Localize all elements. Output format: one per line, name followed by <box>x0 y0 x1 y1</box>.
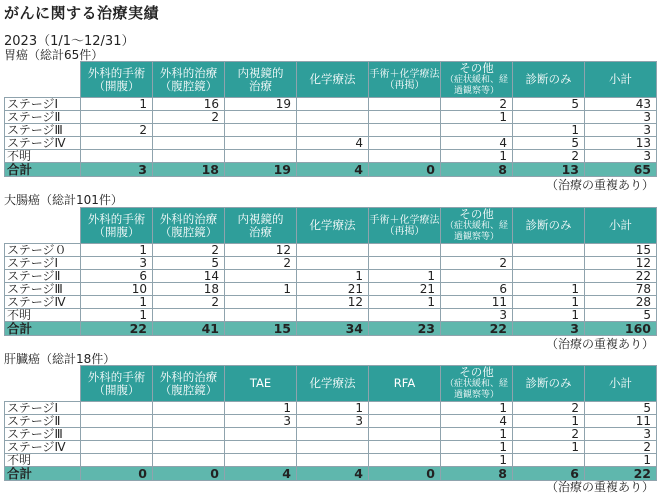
table-row <box>5 150 657 163</box>
table-cell: 1 <box>441 454 513 467</box>
table-cell: 2 <box>441 257 513 270</box>
table-cell <box>441 244 513 257</box>
total-label: 合計 <box>5 163 81 177</box>
table-cell: 1 <box>225 402 297 415</box>
table-cell <box>81 137 153 150</box>
total-cell: 8 <box>441 467 513 481</box>
table-cell <box>369 98 441 111</box>
table-cell: 2 <box>153 111 225 124</box>
total-cell: 6 <box>513 467 585 481</box>
total-cell: 0 <box>369 467 441 481</box>
table-cell: 3 <box>225 415 297 428</box>
col-other: その他 （症状緩和、経過観察等） <box>441 366 513 402</box>
liver-table <box>4 365 657 481</box>
row-label: ステージⅠ <box>5 98 81 111</box>
table-cell <box>81 454 153 467</box>
stomach-note: （治療の重複あり） <box>545 178 654 192</box>
table-cell: 2 <box>513 150 585 163</box>
row-label: ステージⅡ <box>5 111 81 124</box>
total-cell: 18 <box>153 163 225 177</box>
table-cell <box>441 124 513 137</box>
table-cell: 4 <box>441 137 513 150</box>
total-cell: 19 <box>225 163 297 177</box>
header-corner <box>5 208 81 244</box>
col-other: その他 （症状緩和、経過観察等） <box>441 208 513 244</box>
page-title: がんに関する治療実績 <box>4 4 160 22</box>
table-cell: 1 <box>441 111 513 124</box>
table-cell: 4 <box>441 415 513 428</box>
total-cell: 160 <box>585 322 657 336</box>
table-cell <box>369 111 441 124</box>
table-cell: 1 <box>513 309 585 322</box>
table-cell <box>153 150 225 163</box>
table-cell: 1 <box>297 270 369 283</box>
table-cell: 6 <box>81 270 153 283</box>
table-cell <box>297 244 369 257</box>
header-corner <box>5 366 81 402</box>
col-chemo: 化学療法 <box>297 208 369 244</box>
header-row <box>5 366 657 402</box>
table-cell: 1 <box>441 150 513 163</box>
col-endoscopic: 内視鏡的 治療 <box>225 208 297 244</box>
liver-note: （治療の重複あり） <box>545 480 654 494</box>
total-cell: 0 <box>81 467 153 481</box>
col-subtotal: 小計 <box>585 208 657 244</box>
table-cell <box>81 150 153 163</box>
table-cell: 3 <box>297 415 369 428</box>
table-row <box>5 283 657 296</box>
row-label: ステージⅢ <box>5 283 81 296</box>
table-cell <box>297 98 369 111</box>
col-open-surgery: 外科的手術 （開腹） <box>81 208 153 244</box>
total-cell: 4 <box>297 467 369 481</box>
table-cell: 12 <box>585 257 657 270</box>
table-cell: 5 <box>153 257 225 270</box>
col-surgery-chemo: 手術＋化学療法 （再掲） <box>369 208 441 244</box>
stomach-table <box>4 61 657 177</box>
table-cell: 3 <box>585 428 657 441</box>
total-cell: 4 <box>225 467 297 481</box>
table-cell: 1 <box>441 428 513 441</box>
table-row <box>5 98 657 111</box>
table-row <box>5 270 657 283</box>
total-row <box>5 163 657 177</box>
table-cell: 2 <box>81 124 153 137</box>
table-row <box>5 402 657 415</box>
table-cell: 18 <box>153 283 225 296</box>
col-diagnosis-only: 診断のみ <box>513 366 585 402</box>
table-cell <box>297 441 369 454</box>
table-row <box>5 137 657 150</box>
col-other: その他 （症状緩和、経過観察等） <box>441 62 513 98</box>
table-cell: 5 <box>513 137 585 150</box>
table-cell <box>369 257 441 270</box>
total-cell: 3 <box>513 322 585 336</box>
table-cell <box>225 309 297 322</box>
table-cell: 1 <box>369 296 441 309</box>
table-cell: 1 <box>369 270 441 283</box>
col-subtotal: 小計 <box>585 62 657 98</box>
table-cell <box>369 150 441 163</box>
colon-table <box>4 207 657 336</box>
table-cell <box>369 309 441 322</box>
table-cell: 1 <box>81 244 153 257</box>
table-cell: 3 <box>585 111 657 124</box>
table-cell: 16 <box>153 98 225 111</box>
table-cell <box>297 111 369 124</box>
total-cell: 0 <box>369 163 441 177</box>
table-cell: 12 <box>297 296 369 309</box>
row-label: 不明 <box>5 454 81 467</box>
table-cell: 1 <box>81 309 153 322</box>
header-row <box>5 62 657 98</box>
table-cell <box>513 270 585 283</box>
table-cell: 11 <box>441 296 513 309</box>
table-cell: 21 <box>369 283 441 296</box>
col-open-surgery: 外科的手術 （開腹） <box>81 366 153 402</box>
table-cell: 1 <box>513 441 585 454</box>
total-cell: 23 <box>369 322 441 336</box>
table-row <box>5 244 657 257</box>
table-cell: 2 <box>585 441 657 454</box>
table-cell: 28 <box>585 296 657 309</box>
table-cell: 3 <box>585 124 657 137</box>
table-row <box>5 124 657 137</box>
table-cell: 19 <box>225 98 297 111</box>
total-cell: 65 <box>585 163 657 177</box>
total-cell: 4 <box>297 163 369 177</box>
table-cell <box>297 124 369 137</box>
table-cell: 12 <box>225 244 297 257</box>
table-cell <box>369 402 441 415</box>
table-cell: 1 <box>513 283 585 296</box>
col-chemo: 化学療法 <box>297 366 369 402</box>
table-cell: 1 <box>585 454 657 467</box>
table-cell <box>297 428 369 441</box>
table-cell <box>369 441 441 454</box>
liver-section-title: 肝臓癌（総計18件） <box>4 352 116 366</box>
table-cell: 2 <box>153 296 225 309</box>
table-cell: 22 <box>585 270 657 283</box>
table-cell: 3 <box>81 257 153 270</box>
table-cell <box>297 257 369 270</box>
table-row <box>5 296 657 309</box>
total-cell: 8 <box>441 163 513 177</box>
table-cell: 5 <box>585 309 657 322</box>
table-cell <box>513 257 585 270</box>
row-label: ステージⅣ <box>5 441 81 454</box>
table-cell <box>81 428 153 441</box>
table-cell: 2 <box>441 98 513 111</box>
table-cell <box>153 402 225 415</box>
year-range: 2023（1/1～12/31） <box>4 34 135 49</box>
col-chemo: 化学療法 <box>297 62 369 98</box>
table-cell <box>369 428 441 441</box>
table-cell <box>153 428 225 441</box>
header-corner <box>5 62 81 98</box>
stomach-section-title: 胃癌（総計65件） <box>4 48 104 62</box>
total-cell: 3 <box>81 163 153 177</box>
colon-section-title: 大腸癌（総計101件） <box>4 193 123 207</box>
table-cell <box>225 270 297 283</box>
total-label: 合計 <box>5 467 81 481</box>
table-cell: 15 <box>585 244 657 257</box>
col-tae: TAE <box>225 366 297 402</box>
table-cell: 1 <box>513 415 585 428</box>
table-row <box>5 454 657 467</box>
total-row <box>5 322 657 336</box>
table-cell <box>153 415 225 428</box>
row-label: ステージⅠ <box>5 257 81 270</box>
total-cell: 0 <box>153 467 225 481</box>
table-cell: 2 <box>513 402 585 415</box>
table-cell: 21 <box>297 283 369 296</box>
table-cell <box>153 454 225 467</box>
total-cell: 22 <box>81 322 153 336</box>
table-cell <box>513 111 585 124</box>
table-row <box>5 257 657 270</box>
total-cell: 22 <box>441 322 513 336</box>
col-surgery-chemo: 手術＋化学療法 （再掲） <box>369 62 441 98</box>
table-cell <box>225 150 297 163</box>
total-cell: 41 <box>153 322 225 336</box>
table-row <box>5 111 657 124</box>
table-cell: 14 <box>153 270 225 283</box>
table-cell: 78 <box>585 283 657 296</box>
table-cell <box>513 454 585 467</box>
table-cell: 43 <box>585 98 657 111</box>
total-cell: 15 <box>225 322 297 336</box>
col-lap-surgery: 外科的治療 （腹腔鏡） <box>153 366 225 402</box>
table-cell <box>153 441 225 454</box>
table-cell <box>81 441 153 454</box>
table-cell: 1 <box>81 98 153 111</box>
col-diagnosis-only: 診断のみ <box>513 208 585 244</box>
table-row <box>5 415 657 428</box>
table-cell <box>153 124 225 137</box>
table-cell: 5 <box>585 402 657 415</box>
table-cell: 4 <box>297 137 369 150</box>
table-cell: 1 <box>513 296 585 309</box>
row-label: 不明 <box>5 309 81 322</box>
table-cell <box>153 309 225 322</box>
table-row <box>5 428 657 441</box>
row-label: ステージⅡ <box>5 270 81 283</box>
row-label: ステージⅣ <box>5 137 81 150</box>
table-cell: 1 <box>225 283 297 296</box>
table-cell: 10 <box>81 283 153 296</box>
table-cell: 1 <box>513 124 585 137</box>
table-cell <box>369 244 441 257</box>
col-open-surgery: 外科的手術 （開腹） <box>81 62 153 98</box>
row-label: ステージⅢ <box>5 428 81 441</box>
row-label: ステージⅢ <box>5 124 81 137</box>
col-lap-surgery: 外科的治療 （腹腔鏡） <box>153 208 225 244</box>
table-cell <box>225 441 297 454</box>
total-cell: 34 <box>297 322 369 336</box>
table-cell <box>441 270 513 283</box>
table-row <box>5 441 657 454</box>
table-cell <box>81 402 153 415</box>
table-cell: 3 <box>585 150 657 163</box>
header-row <box>5 208 657 244</box>
table-cell: 2 <box>225 257 297 270</box>
col-endoscopic: 内視鏡的 治療 <box>225 62 297 98</box>
table-cell: 6 <box>441 283 513 296</box>
table-cell <box>225 124 297 137</box>
colon-note: （治療の重複あり） <box>545 337 654 351</box>
row-label: ステージⅡ <box>5 415 81 428</box>
table-cell: 1 <box>441 441 513 454</box>
table-row <box>5 309 657 322</box>
table-cell <box>81 415 153 428</box>
table-cell <box>369 415 441 428</box>
table-cell <box>81 111 153 124</box>
col-subtotal: 小計 <box>585 366 657 402</box>
col-rfa: RFA <box>369 366 441 402</box>
row-label: ステージ０ <box>5 244 81 257</box>
table-cell <box>153 137 225 150</box>
col-diagnosis-only: 診断のみ <box>513 62 585 98</box>
table-cell: 2 <box>513 428 585 441</box>
table-cell <box>225 111 297 124</box>
table-cell <box>297 150 369 163</box>
table-cell <box>225 296 297 309</box>
table-cell: 13 <box>585 137 657 150</box>
table-cell: 3 <box>441 309 513 322</box>
row-label: ステージⅣ <box>5 296 81 309</box>
table-cell: 11 <box>585 415 657 428</box>
table-cell <box>297 309 369 322</box>
row-label: ステージⅠ <box>5 402 81 415</box>
table-cell <box>297 454 369 467</box>
table-cell <box>513 244 585 257</box>
total-cell: 22 <box>585 467 657 481</box>
table-cell <box>369 124 441 137</box>
col-lap-surgery: 外科的治療 （腹腔鏡） <box>153 62 225 98</box>
table-cell: 1 <box>297 402 369 415</box>
table-cell: 1 <box>441 402 513 415</box>
table-cell <box>369 454 441 467</box>
table-cell <box>225 428 297 441</box>
table-cell: 1 <box>81 296 153 309</box>
table-cell <box>225 137 297 150</box>
total-label: 合計 <box>5 322 81 336</box>
table-cell: 5 <box>513 98 585 111</box>
table-cell <box>369 137 441 150</box>
table-cell: 2 <box>153 244 225 257</box>
table-cell <box>225 454 297 467</box>
total-cell: 13 <box>513 163 585 177</box>
row-label: 不明 <box>5 150 81 163</box>
